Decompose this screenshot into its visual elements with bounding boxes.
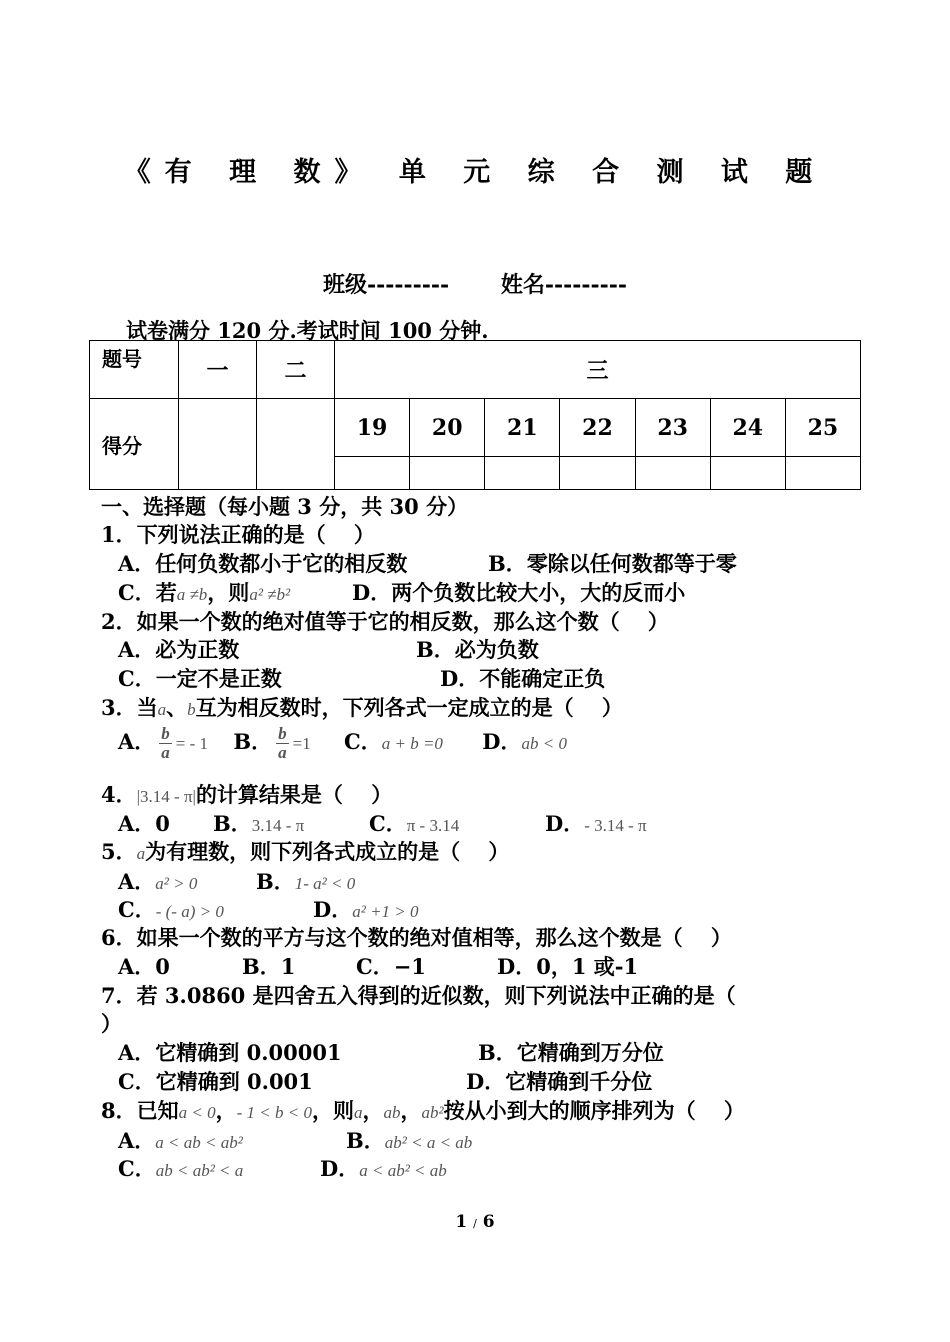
score-cell-part2 [257, 399, 335, 490]
q4-option-c [369, 808, 459, 838]
question-number: 20 [410, 399, 485, 457]
q5-stem-pre: 5． [101, 839, 137, 864]
question-number: 23 [635, 399, 710, 457]
q8-d-label: D． [320, 1156, 360, 1181]
score-cell-part1 [179, 399, 257, 490]
question-number: 21 [485, 399, 560, 457]
q3-a-math: = - 1 [175, 734, 209, 753]
current-page: 1 [455, 1212, 468, 1232]
q2-option-c: C．一定不是正数 [118, 666, 282, 691]
row-header: 得分 [90, 399, 179, 490]
col-header: 题号 [90, 341, 179, 399]
part-3-header: 三 [335, 341, 861, 399]
q3-stem-pre: 3．当 [101, 695, 158, 720]
denominator: a [278, 743, 287, 762]
q3-stem-post: 互为相反数时，下列各式一定成立的是（ ） [195, 695, 623, 720]
q8-a-math: a < ab < ab² [155, 1133, 243, 1152]
q3-a-fraction [159, 725, 172, 762]
q8-math4: ab [383, 1103, 401, 1122]
q6-option-a: A．0 [118, 954, 170, 979]
page-number [0, 1212, 950, 1232]
score-cell [785, 457, 860, 490]
q7-stem: 7．若 3.0860 是四舍五入得到的近似数，则下列说法中正确的是（ [101, 983, 736, 1008]
q2-option-d: D．不能确定正负 [440, 666, 606, 691]
score-cell [410, 457, 485, 490]
q2-option-a: A．必为正数 [118, 637, 240, 662]
q5-stem [101, 836, 509, 866]
q8-option-d [320, 1153, 447, 1183]
score-cell [485, 457, 560, 490]
q5-a-label: A． [118, 869, 156, 894]
q5-a-math: a² > 0 [155, 874, 198, 893]
q8-option-a [118, 1125, 243, 1155]
q3-b-fraction [276, 725, 289, 762]
q8-b-math: ab² < a < ab [384, 1133, 473, 1152]
name-field: 姓名--------- [500, 272, 628, 298]
q4-option-b [213, 808, 304, 838]
question-number: 24 [710, 399, 785, 457]
q4-option-a: A．0 [118, 811, 170, 836]
q1-c-mid: ，则 [207, 580, 250, 605]
q4-math: |3.14 - π| [136, 787, 196, 806]
q8-d-math: a < ab² < ab [359, 1161, 447, 1180]
q8-a-label: A． [118, 1128, 156, 1153]
q4-c-label: C． [369, 811, 407, 836]
q1-option-c [118, 577, 290, 607]
q5-c-math: - (- a) > 0 [155, 902, 224, 921]
q5-option-b [256, 866, 355, 896]
q8-option-c [118, 1153, 243, 1183]
q5-option-d [313, 894, 419, 924]
q4-stem-text: 的计算结果是（ ） [195, 782, 393, 807]
q3-b-math: =1 [292, 734, 311, 753]
question-number: 25 [785, 399, 860, 457]
score-cell [560, 457, 635, 490]
exam-info: 试卷满分 120 分.考试时间 100 分钟. [126, 318, 489, 343]
q2-option-b: B．必为负数 [416, 637, 539, 662]
q6-stem: 6．如果一个数的平方与这个数的绝对值相等，那么这个数是（ ） [101, 925, 732, 950]
q3-a-label: A． [118, 729, 156, 754]
numerator: b [278, 724, 287, 743]
q8-math1: a < 0 [178, 1103, 216, 1122]
q5-option-a [118, 866, 197, 896]
q8-b-label: B． [346, 1128, 385, 1153]
section-heading: 一、选择题（每小题 3 分，共 30 分） [101, 494, 469, 519]
q1-c-label: C．若 [118, 580, 177, 605]
q3-sep: 、 [166, 695, 188, 720]
q1-option-a: A．任何负数都小于它的相反数 [118, 551, 408, 576]
q5-option-c [118, 894, 224, 924]
q8-stem-post: 按从小到大的顺序排列为（ ） [443, 1098, 745, 1123]
question-number: 19 [335, 399, 410, 457]
q5-d-label: D． [313, 897, 353, 922]
denominator: a [161, 743, 170, 762]
q3-math-b: b [187, 700, 196, 719]
q8-comma: ， [362, 1098, 384, 1123]
q6-option-d: D．0，1 或-1 [497, 954, 639, 979]
q3-d-label: D． [482, 729, 522, 754]
q3-math-a: a [157, 700, 167, 719]
q4-b-math: 3.14 - π [251, 816, 305, 835]
q3-stem [101, 692, 623, 722]
q1-option-d: D．两个负数比较大小，大的反而小 [352, 580, 686, 605]
q2-stem: 2．如果一个数的绝对值等于它的相反数，那么这个数（ ） [101, 609, 669, 634]
q8-math2: - 1 < b < 0 [236, 1103, 312, 1122]
q5-c-label: C． [118, 897, 156, 922]
q5-b-label: B． [256, 869, 295, 894]
part-1-header: 一 [179, 341, 257, 399]
q8-comma: ， [400, 1098, 422, 1123]
score-table [89, 340, 861, 490]
q4-option-d [545, 808, 647, 838]
q8-math3: a [353, 1103, 363, 1122]
page-title: 《有 理 数》 单 元 综 合 测 试 题 [123, 157, 827, 188]
q4-b-label: B． [213, 811, 252, 836]
q1-stem: 1．下列说法正确的是（ ） [101, 522, 375, 547]
q1-c-math2: a² ≠b² [249, 585, 291, 604]
score-cell [335, 457, 410, 490]
score-cell [710, 457, 785, 490]
q4-d-math: - 3.14 - π [584, 816, 647, 835]
score-cell [635, 457, 710, 490]
q7-option-a: A．它精确到 0.00001 [118, 1040, 342, 1065]
q5-stem-post: 为有理数，则下列各式成立的是（ ） [145, 839, 510, 864]
q3-c-math: a + b =0 [381, 734, 443, 753]
q5-math-a: a [136, 844, 146, 863]
q8-c-label: C． [118, 1156, 156, 1181]
q8-option-b [346, 1125, 472, 1155]
q3-b-label: B． [233, 729, 273, 754]
q7-option-d: D．它精确到千分位 [466, 1069, 653, 1094]
q7-option-b: B．它精确到万分位 [478, 1040, 664, 1065]
q8-stem-pre: 8．已知 [101, 1098, 179, 1123]
q6-option-c: C．−1 [356, 954, 426, 979]
q4-c-math: π - 3.14 [406, 816, 460, 835]
q1-c-math1: a ≠b [176, 585, 208, 604]
q4-d-label: D． [545, 811, 585, 836]
q4-stem: 4．|3.14 - π|的计算结果是（ ） [101, 782, 393, 807]
q3-c-label: C． [344, 729, 382, 754]
question-number: 22 [560, 399, 635, 457]
q8-stem [101, 1095, 745, 1125]
q1-option-b: B．零除以任何数都等于零 [488, 551, 737, 576]
q3-options [118, 725, 567, 762]
numerator: b [161, 724, 170, 743]
q3-d-math: ab < 0 [521, 734, 567, 753]
part-2-header: 二 [257, 341, 335, 399]
page-separator: / [473, 1217, 477, 1230]
q8-comma: ，则 [311, 1098, 354, 1123]
class-field: 班级--------- [322, 272, 450, 298]
q8-comma: ， [215, 1098, 237, 1123]
q8-c-math: ab < ab² < a [155, 1161, 244, 1180]
q5-b-math: 1- a² < 0 [294, 874, 356, 893]
student-info [0, 268, 950, 299]
q6-option-b: B．1 [242, 954, 296, 979]
total-pages: 6 [482, 1212, 495, 1232]
q7-stem-cont: ） [101, 1011, 122, 1036]
q7-option-c: C．它精确到 0.001 [118, 1069, 313, 1094]
q5-d-math: a² +1 > 0 [352, 902, 419, 921]
q8-math5: ab² [421, 1103, 444, 1122]
